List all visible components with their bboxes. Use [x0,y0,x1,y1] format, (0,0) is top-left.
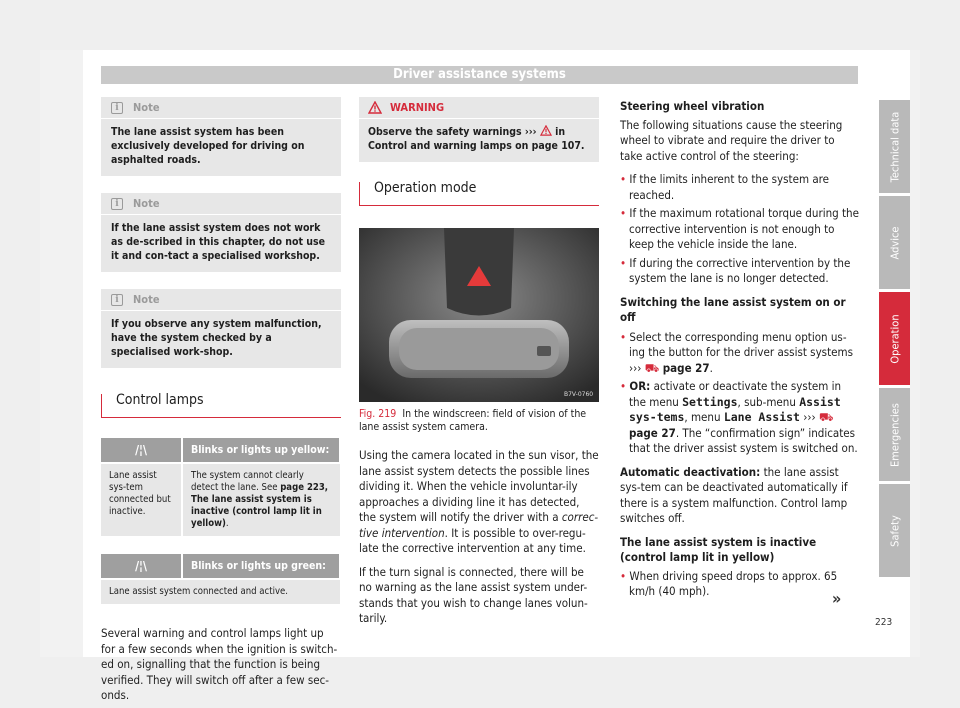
list-item: • OR: activate or deactivate the system in the menu Settings, sub-menu Assist sys-tems, menu Lane Assist ››› ⛟ page 27. The “confirmation sign” indicates that the driver assist system is switched on. [620,379,858,455]
lamp-table-yellow [101,438,341,536]
operation-text: Using the camera located in the sun visor, the lane assist system detects the possible lines dividing it. When the vehicle involuntar-ily approaches a dividing line it has detected, the system will notify the driver with a correc-tive intervention. It is possible to over-regu-late the corrective intervention at any time. If the turn signal is connected, there will be no warning as the lane assist system under-stands that you wish to change lanes volun-tarily. [359,448,599,625]
note-box [101,193,341,272]
lamp-table-cell: The system cannot clearly detect the lane. See page 223, The lane assist system is inactive (control lamp lit in yellow). [182,463,340,536]
automatic-deactivation: Automatic deactivation: the lane assist sys-tem can be deactivated automatically if there is a system malfunction. Control lamp switches off. [620,464,848,525]
list-item: • When driving speed drops to approx. 65 km/h (40 mph). [620,568,838,598]
col3-text [620,99,860,600]
warning-triangle-icon [540,125,552,136]
lamp-table-header: Blinks or lights up green: [182,554,340,579]
page-reference-link[interactable]: page 223, The lane assist system is inactive (control lamp lit in yellow) [191,482,329,529]
continue-mark: » [832,589,842,608]
warning-box [359,97,599,162]
page-link[interactable]: page 27 [659,360,710,375]
section-heading-control-lamps: Control lamps [101,394,341,418]
note-text: If you observe any system malfunction, have the system checked by a specialised work-shop. [111,318,322,358]
list-item: • If the maximum rotational torque during the corrective intervention is not enough to keep the vehicle inside the lane. [620,206,859,251]
info-icon: i [111,294,123,306]
info-icon: i [111,102,123,114]
control-lamps-paragraph: Several warning and control lamps light up for a few seconds when the ignition is switch-ed on, signalling that the function is being verified. They will switch off after a few sec-onds. [101,626,338,702]
lane-assist-lamp-icon: /¦\ [101,554,182,579]
tab-safety[interactable]: Safety [879,484,910,577]
lamp-table-cell: Lane assist system connected and active. [101,579,340,604]
note-text: If the lane assist system does not work as de-scribed in this chapter, do not use it and con-tact a specialised workshop. [111,222,326,262]
tab-emergencies[interactable]: Emergencies [879,388,910,481]
note-label: Note [133,197,160,210]
figure-caption: Fig. 219 In the windscreen: field of vision of the lane assist system camera. [359,408,587,433]
steering-vibration-intro: The following situations cause the steering wheel to vibrate and require the driver to take active control of the steering: [620,117,843,163]
switching-title: Switching the lane assist system on or off [620,294,846,324]
list-item: • If during the corrective intervention by the system the lane is no longer detected. [620,255,851,285]
vehicle-icon: ⛟ [818,410,834,424]
vehicle-icon: ⛟ [644,360,660,375]
side-tabs [879,100,910,580]
list-item: • If the limits inherent to the system are reached. [620,172,830,202]
steering-vibration-title: Steering wheel vibration [620,99,765,113]
warning-triangle-icon [368,101,382,114]
inactive-title: The lane assist system is inactive (control lamp lit in yellow) [620,534,817,564]
warning-text: Observe the safety warnings ››› in Control and warning lamps on page 107. [368,126,585,152]
tab-advice[interactable]: Advice [879,196,910,289]
lamp-table-green [101,554,341,604]
tab-operation[interactable]: Operation [879,292,910,385]
column-3 [620,99,860,603]
page-number: 223 [875,617,893,628]
camera-illustration [359,228,599,402]
column-1 [101,97,341,704]
page-link[interactable]: page 27 [629,425,676,440]
list-item: • Select the corresponding menu option us-ing the button for the driver assist systems ››› ⛟ page 27. [620,329,853,375]
lamp-table-header: Blinks or lights up yellow: [182,438,340,463]
lamp-table-cell: Lane assist sys-tem connected but inactive. [101,463,182,536]
note-label: Note [133,101,160,114]
note-text: The lane assist system has been exclusively developed for driving on asphalted roads. [111,126,305,166]
figure-code: B7V-0760 [564,391,594,398]
warning-label: WARNING [390,101,445,114]
note-box [101,97,341,176]
windscreen-camera-figure [359,228,599,402]
column-2 [359,97,599,635]
note-label: Note [133,293,160,306]
tab-technical-data[interactable]: Technical data [879,100,910,193]
section-heading-operation-mode: Operation mode [359,182,599,206]
page-header: Driver assistance systems [101,66,858,84]
lane-assist-lamp-icon: /¦\ [101,438,182,463]
note-box [101,289,341,368]
info-icon: i [111,198,123,210]
